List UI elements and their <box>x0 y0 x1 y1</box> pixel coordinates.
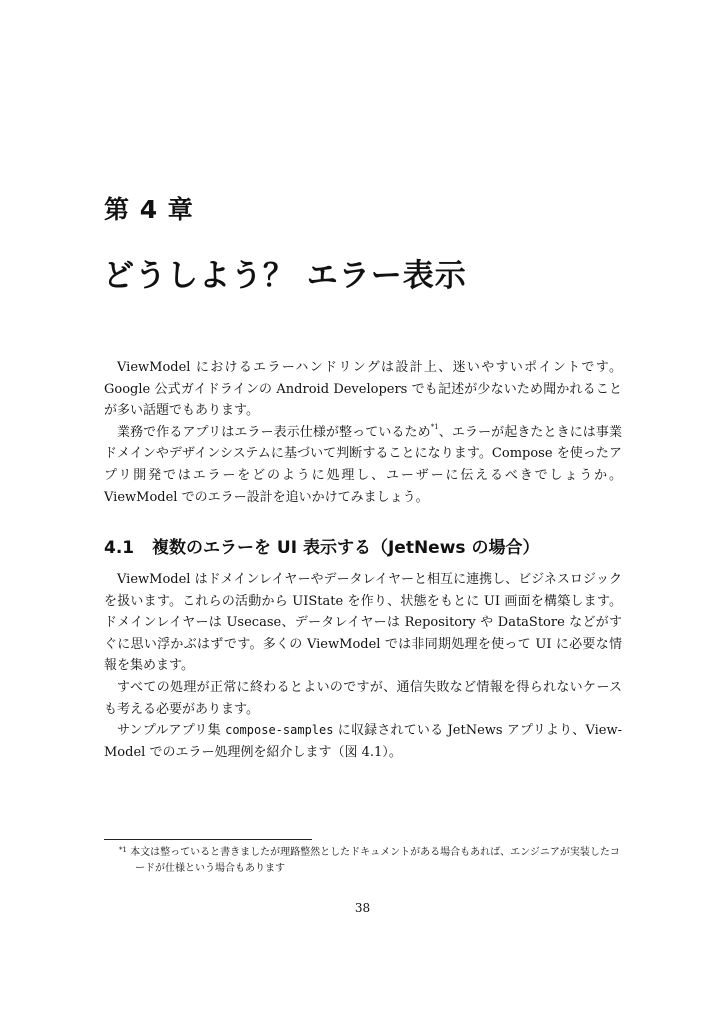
section-heading <box>104 536 539 560</box>
body-paragraph: すべての処理が正常に終わるとよいのですが、通信失敗など情報を得られないケースも考える必要があります。 <box>104 679 622 717</box>
body-text: に収録されている JetNews アプリより、View-Model でのエラー処理例を紹介します（図 4.1）。 <box>104 723 622 760</box>
section-title: 複数のエラーを UI 表示する（JetNews の場合） <box>152 538 540 558</box>
body-paragraph <box>104 720 622 763</box>
body-text: サンプルアプリ集 <box>117 723 226 739</box>
section-body <box>104 569 622 763</box>
chapter-title: どうしよう？ エラー表示 <box>103 258 467 294</box>
footnote <box>119 845 622 877</box>
footnote-mark: *1 <box>119 846 127 854</box>
intro-text: 業務で作るアプリはエラー表示仕様が整っているため <box>117 424 431 440</box>
footnote-reference: *1 <box>430 422 439 431</box>
inline-code: compose-samples <box>225 723 334 738</box>
chapter-number: 第 4 章 <box>104 195 194 224</box>
section-number: 4.1 <box>104 538 135 558</box>
intro-paragraph <box>104 422 622 508</box>
body-paragraph: ViewModel はドメインレイヤーやデータレイヤーと相互に連携し、ビジネスロジックを扱います。これらの活動から UIState を作り、状態をもとに UI 画面を構築します。ドメインレイヤーは Usecase、データレイヤーは Repository や DataStore などがすぐに思い浮かぶはずです。多くの ViewModel では非同期処理を使って UI に必要な情報を集めます。 <box>104 572 622 674</box>
intro-text: 、エラーが起きたときには事業ドメインやデザインシステムに基づいて判断することになります。Compose を使ったアプリ開発ではエラーをどのように処理し、ユーザーに伝えるべきでしょうか。ViewModel でのエラー設計を追いかけてみましょう。 <box>104 424 622 505</box>
footnote-divider <box>104 839 312 840</box>
footnote-text: 本文は整っていると書きましたが理路整然としたドキュメントがある場合もあれば、エンジニアが実装したコードが仕様という場合もあります <box>130 847 620 874</box>
intro-paragraph: ViewModel におけるエラーハンドリングは設計上、迷いやすいポイントです。Google 公式ガイドラインの Android Developers でも記述が少ないため聞かれることが多い話題でもあります。 <box>104 360 622 419</box>
chapter-intro <box>104 357 622 508</box>
page-number: 38 <box>354 901 371 915</box>
